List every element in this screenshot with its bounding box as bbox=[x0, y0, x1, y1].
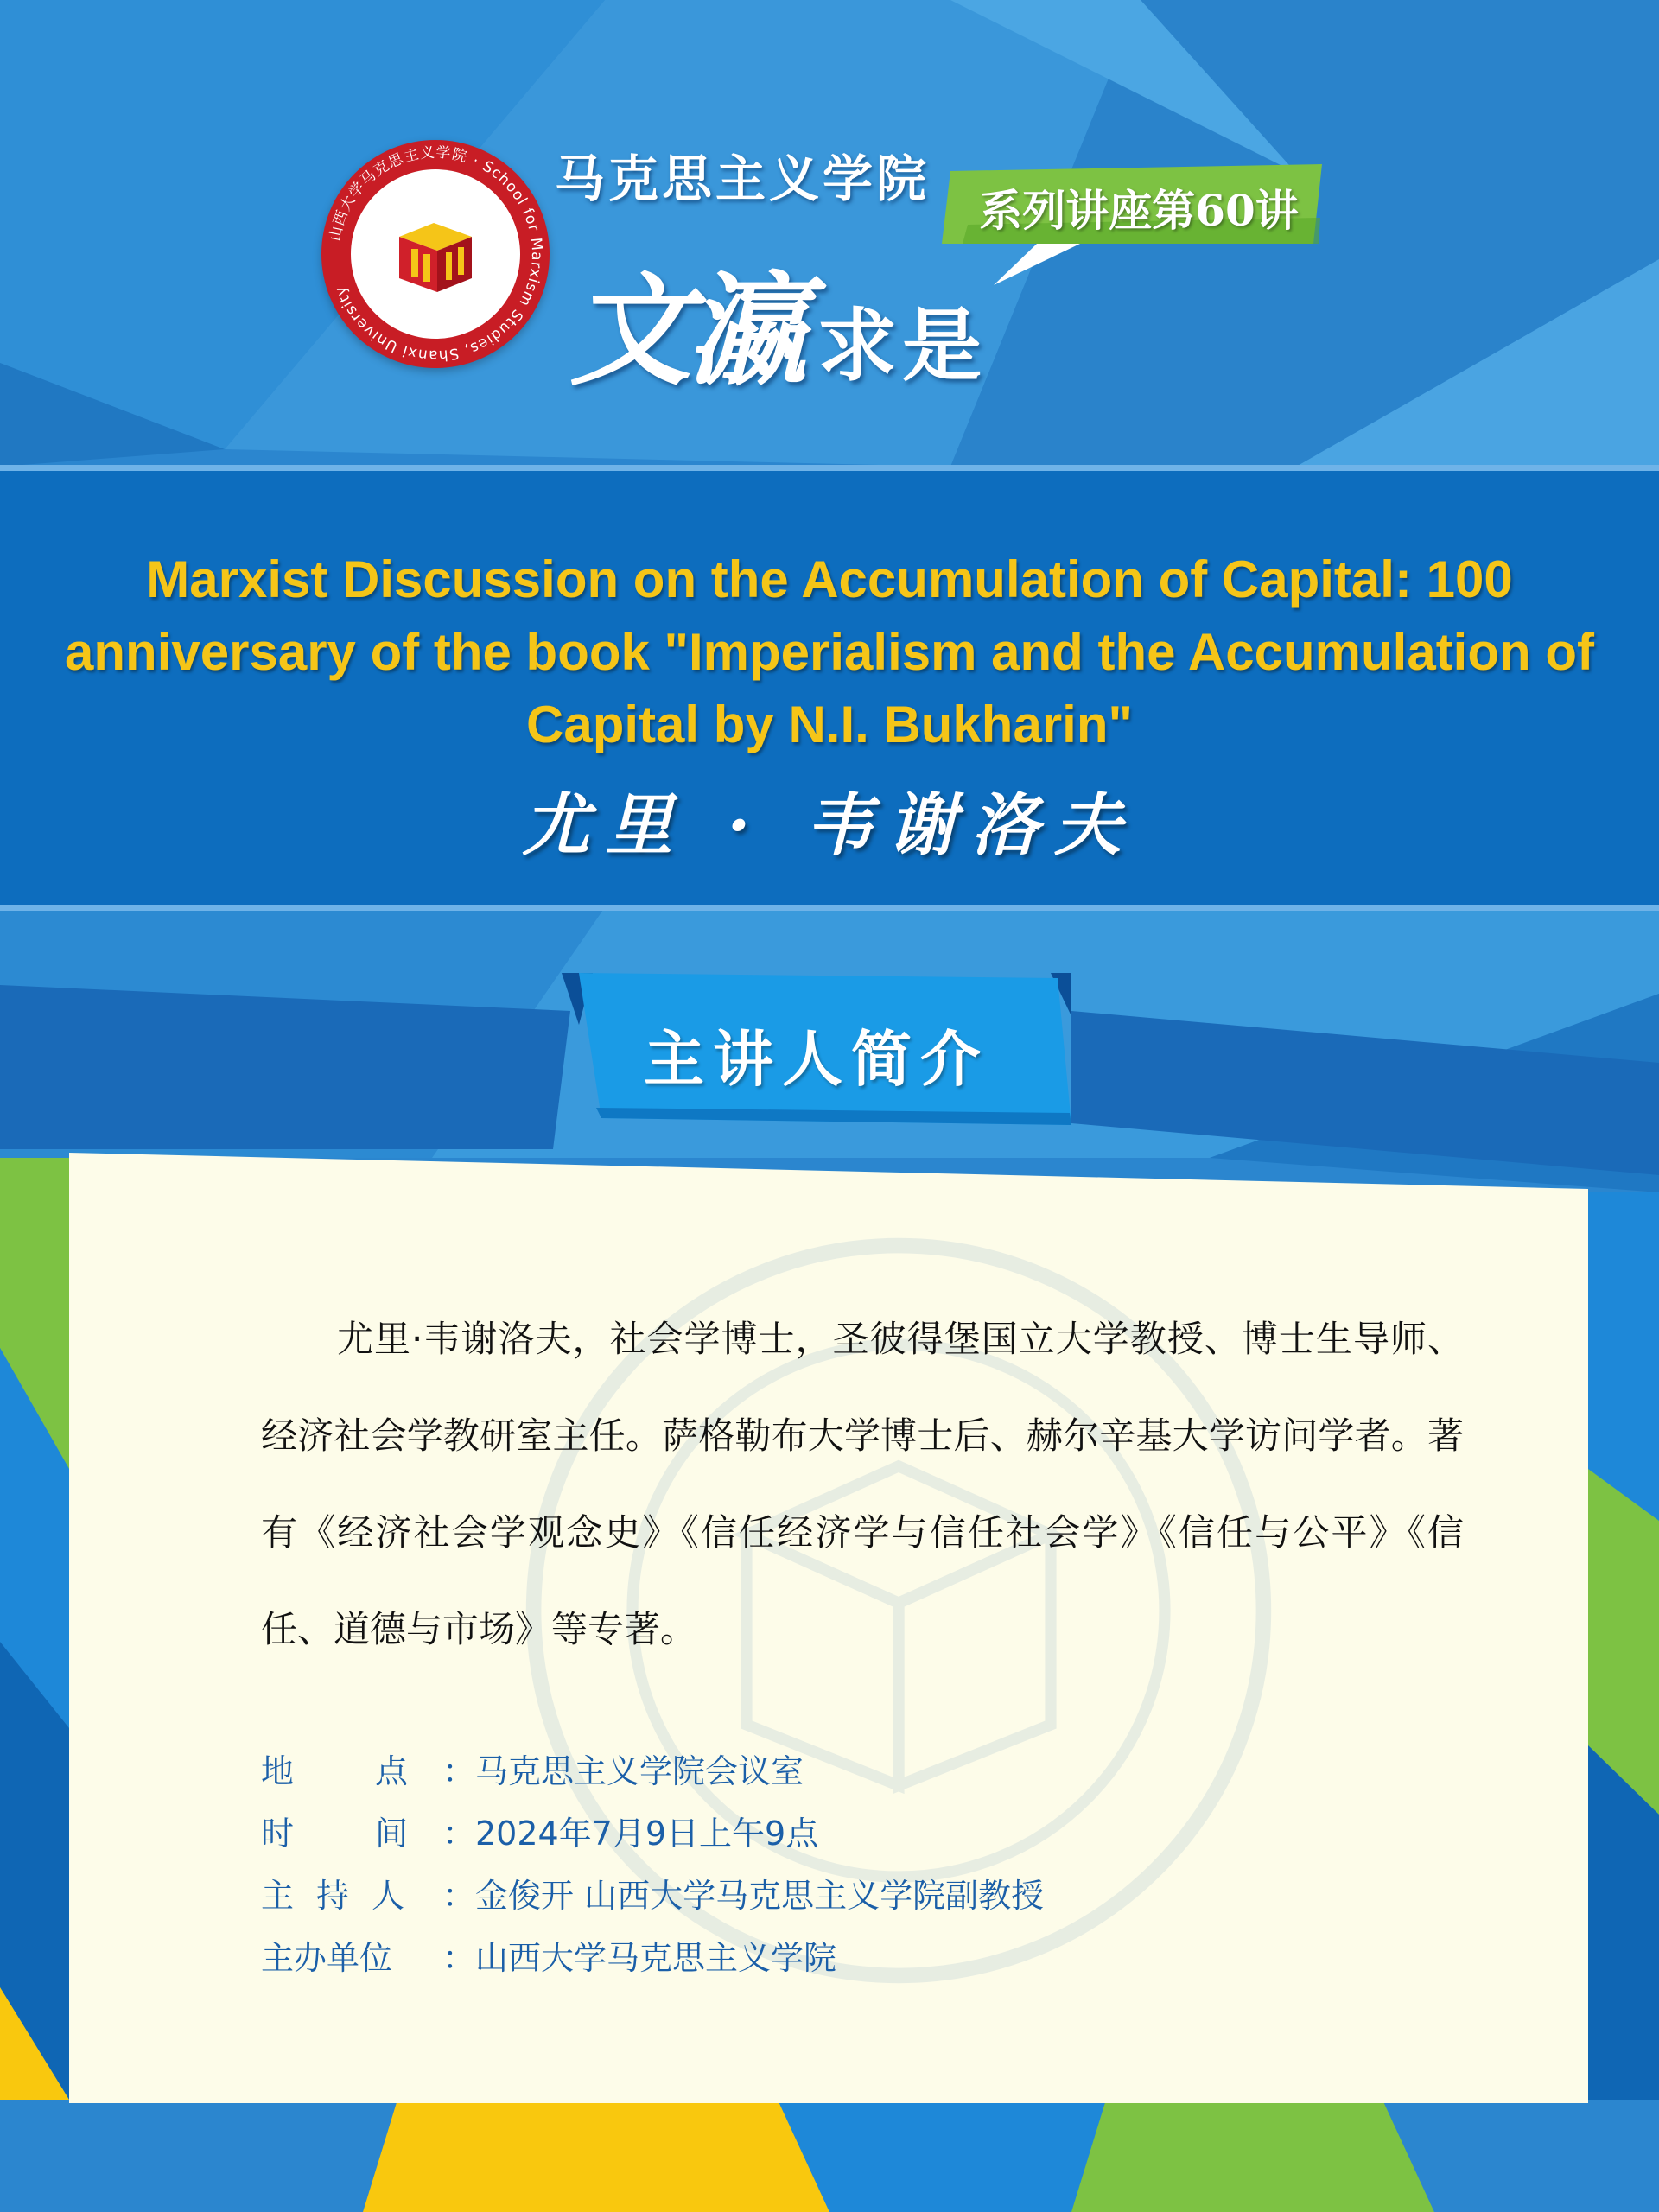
time-value: ：2024年7月9日上午9点 bbox=[442, 1815, 819, 1853]
host-label: 主持人 bbox=[261, 1877, 428, 1915]
logo-emblem bbox=[351, 169, 520, 339]
info-row-time bbox=[261, 1802, 1471, 1865]
brand-title-sub: 求是 bbox=[817, 299, 988, 392]
info-row-organizer bbox=[261, 1927, 1471, 1989]
brand-title-main: 文瀛 bbox=[570, 261, 803, 403]
speaker-name: 尤里 · 韦谢洛夫 bbox=[522, 786, 1137, 865]
location-value: ：马克思主义学院会议室 bbox=[442, 1752, 804, 1790]
lecture-title-band bbox=[0, 465, 1659, 911]
lecture-title: Marxist Discussion on the Accumulation of Capital: 100 anniversary of the book "Imperialism and the Accumulation of Capital by N.I. Bukharin" bbox=[65, 550, 1594, 753]
school-name: 马克思主义学院 bbox=[555, 149, 931, 208]
school-logo bbox=[321, 140, 550, 368]
info-row-location bbox=[261, 1740, 1471, 1802]
section-header bbox=[562, 973, 1071, 1125]
organizer-value: ：山西大学马克思主义学院 bbox=[442, 1939, 837, 1977]
location-label: 地点 bbox=[261, 1752, 490, 1790]
info-row-host bbox=[261, 1865, 1471, 1927]
book-stack-icon bbox=[392, 211, 479, 297]
section-title: 主讲人简介 bbox=[644, 1024, 989, 1095]
event-info bbox=[261, 1740, 1471, 1989]
time-label: 时间 bbox=[261, 1815, 490, 1853]
speaker-bio: 尤里·韦谢洛夫，社会学博士，圣彼得堡国立大学教授、博士生导师、经济社会学教研室主任。萨格勒布大学博士后、赫尔辛基大学访问学者。著有《经济社会学观念史》《信任经济学与信任社会学》《信任与公平》《信任、道德与市场》等专著。 bbox=[261, 1318, 1464, 1650]
host-value: ：金俊开 山西大学马克思主义学院副教授 bbox=[442, 1877, 1045, 1915]
content-card bbox=[69, 1153, 1588, 2103]
series-label: 系列讲座第60讲 bbox=[979, 185, 1299, 236]
series-badge bbox=[942, 164, 1326, 244]
brand-title bbox=[570, 235, 987, 409]
organizer-label: 主办单位 bbox=[261, 1939, 393, 1977]
svg-text:山西大学马克思主义学院 · School for Marxi: 山西大学马克思主义学院 · School for Marxism Studies, Shanxi University bbox=[326, 143, 546, 365]
